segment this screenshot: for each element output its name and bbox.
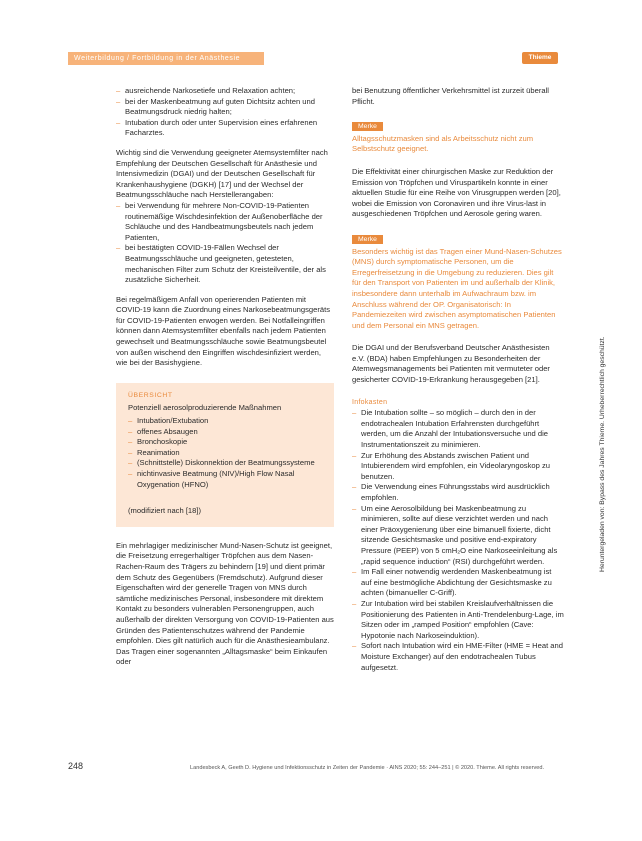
overview-box-title: Potenziell aerosolproduzierende Maßnahmen xyxy=(128,403,282,413)
intubation-recommendations-list xyxy=(352,408,564,673)
body-paragraph: Die DGAI und der Berufsverband Deutscher Anästhesisten e.V. (BDA) haben Empfehlungen zu Besonderheiten der Atemwegsmanagements bei Patienten mit vermuteter oder gesicherter COVID-19-Erkrankung herausgegeben [21]. xyxy=(352,343,550,385)
left-column xyxy=(116,86,334,668)
merke-text: Besonders wichtig ist das Tragen einer Mund-Nasen-Schutzes (MNS) durch symptomatische Personen, um die Erregerfreisetzung in die Umgebung zu reduzieren. Dies gilt für den Transport von Patienten im und außerhalb der Klinik, insbesondere dann unterhalb im Aufwachraum bzw. im Anschluss während der OP. Organisatorisch: In Pandemiezeiten wird zwischen asymptomatischen Patienten und dem Personal ein MNS getragen. xyxy=(352,246,562,330)
overview-box-source: (modifiziert nach [18]) xyxy=(128,506,202,516)
list-item: – offenes Absaugen xyxy=(128,427,326,438)
list-item: – bei bestätigten COVID-19-Fällen Wechsel der Beatmungsschläuche und geeigneten, getesteten, mechanischen Filter zum Schutz der Kreisteilventile, der als zusätzliche Sicherheit. xyxy=(116,243,334,285)
list-item: – Um eine Aerosolbildung bei Maskenbeatmung zu minimieren, sollte auf diese verzichtet werden und nach einer Präoxygenierung über eine bimanuell fixierte, dicht sitzende Gesichtsmaske und positive end-expiratory Pressure (PEEP) von 5 cmH₂O eine Narkoseeinleitung als „rapid sequence induction“ (RSI) durchgeführt werden. xyxy=(352,504,564,568)
body-paragraph: Bei regelmäßigem Anfall von operierenden Patienten mit COVID-19 kann die Zuordnung eines Narkosebeatmungsgeräts für COVID-19-Patienten erwogen werden. Bei Notfalleingriffen können dann Atemsystemfilter ebenfalls nach jedem Patienten gewechselt und Beatmungsschläuche sowie Beatmungsbeutel von außen wischend den Eingriffen wischdesinfiziert werden, wie bei der Basishygiene. xyxy=(116,294,331,368)
right-column xyxy=(352,86,564,673)
merke-text: Alltagsschutzmasken sind als Arbeitsschutz nicht zum Selbstschutz geeignet. xyxy=(352,133,534,154)
list-item: – Bronchoskopie xyxy=(128,437,326,448)
footer-citation: Landesbeck A, Geeth D. Hygiene und Infektionsschutz in Zeiten der Pandemie · AINS 2020; 55: 244–251 | © 2020. Thieme. All rights reserved. xyxy=(190,765,545,771)
list-item: – Intubation/Extubation xyxy=(128,416,326,427)
merke-label: Merke xyxy=(352,122,383,131)
body-paragraph: bei Benutzung öffentlicher Verkehrsmittel ist zurzeit überall Pflicht. xyxy=(352,86,549,106)
list-item: – Die Verwendung eines Führungsstabs wird ausdrücklich empfohlen. xyxy=(352,482,564,503)
infokasten-label: Infokasten xyxy=(352,398,388,406)
overview-box-kicker: ÜBERSICHT xyxy=(128,391,173,399)
merke-box xyxy=(352,121,564,155)
list-item: – (Schnittstelle) Diskonnektion der Beatmungssysteme xyxy=(128,458,326,469)
list-item: – Reanimation xyxy=(128,448,326,459)
body-paragraph: Die Effektivität einer chirurgischen Maske zur Reduktion der Emission von Tröpfchen und Viruspartikeln konnte in einer aktuellen Studie für eine Reihe von Virusgruppen werden [20], wobei die Emission von Coronaviren und ihre Virus-last in ausgeschiedenen Tröpfchen und Aerosole gering waren. xyxy=(352,166,561,219)
list-item: – bei Verwendung für mehrere Non-COVID-19-Patienten routinemäßige Wischdesinfektion der Außenoberfläche der Schläuche und des Handbeatmungsbeutels nach jedem Patienten, xyxy=(116,201,334,243)
list-item: – Sofort nach Intubation wird ein HME-Filter (HME = Heat and Moisture Exchanger) auf den endotrachealen Tubus aufgesetzt. xyxy=(352,641,564,673)
list-item: – Die Intubation sollte – so möglich – durch den in der endotrachealen Intubation Erfahrensten durchgeführt werden, um die Anzahl der Intubationsversuche und die Instrumentationszeit zu minimieren. xyxy=(352,408,564,450)
list-item: – Zur Intubation wird bei stabilen Kreislaufverhältnissen die Positionierung des Patienten in Anti-Trendelenburg-Lage, im Sitzen oder im „ramped Position“ empfohlen (Cave: Hypotonie nach Narkoseinduktion). xyxy=(352,599,564,641)
body-paragraph: Ein mehrlagiger medizinischer Mund-Nasen-Schutz ist geeignet, die Freisetzung erregerhaltiger Tröpfchen aus dem Nasen-Rachen-Raum des Trägers zu behindern [19] und dient primär dem Schutz des Gegenübers (Fremdschutz). Aufgrund dieser Eigenschaften wird der generelle Tragen von MNS durch sämtliche medizinisches Personal, insbesondere mit direktem Kontakt zu besonders vulnerablen Personengruppen, auch außerhalb der direkten Versorgung von COVID-19-Patienten aus Gründen des Patientenschutzes während der Pandemie empfohlen. Dies gilt natürlich auch für die Anästhesieambulanz. Das Tragen einer sogenannten „Alltagsmaske“ beim Einkaufen oder xyxy=(116,540,334,667)
list-item: – ausreichende Narkosetiefe und Relaxation achten; xyxy=(116,86,334,97)
section-header-bar xyxy=(68,52,264,65)
side-download-note: Heruntergeladen von: Bypass des Jahres Thieme. Urheberrechtlich geschützt. xyxy=(599,336,606,572)
page-number: 248 xyxy=(68,761,84,771)
list-item: – nichtinvasive Beatmung (NIV)/High Flow Nasal Oxygenation (HFNO) xyxy=(128,469,326,490)
list-item: – bei der Maskenbeatmung auf guten Dichtsitz achten und Beatmungsdruck niedrig halten; xyxy=(116,97,334,118)
filter-list xyxy=(116,201,334,286)
aerosol-procedures-list xyxy=(128,416,326,490)
section-header-label: Weiterbildung / Fortbildung in der Anästhesie xyxy=(74,55,241,62)
list-item: – Intubation durch oder unter Supervision eines erfahrenen Facharztes. xyxy=(116,118,334,139)
merke-label: Merke xyxy=(352,235,383,244)
body-paragraph: Wichtig sind die Verwendung geeigneter Atemsystemfilter nach Empfehlung der Deutschen Gesellschaft für Anästhesie und Intensivmedizin (DGAI) und der Deutschen Gesellschaft für Krankenhaushygiene (DGKH) [17] und der Wechsel der Beatmungsschläuche nach Herstellerangaben: xyxy=(116,147,328,200)
list-item: – Zur Erhöhung des Abstands zwischen Patient und Intubierendem wird empfohlen, ein Videolaryngoskop zu benutzen. xyxy=(352,451,564,483)
merke-box xyxy=(352,234,564,331)
list-item: – Im Fall einer notwendig werdenden Maskenbeatmung ist auf eine bestmögliche Abdichtung der Gesichtsmaske zu achten (bimanueller C-Griff). xyxy=(352,567,564,599)
overview-box xyxy=(116,383,334,527)
hygiene-checklist xyxy=(116,86,334,139)
publisher-logo: Thieme xyxy=(522,52,558,64)
